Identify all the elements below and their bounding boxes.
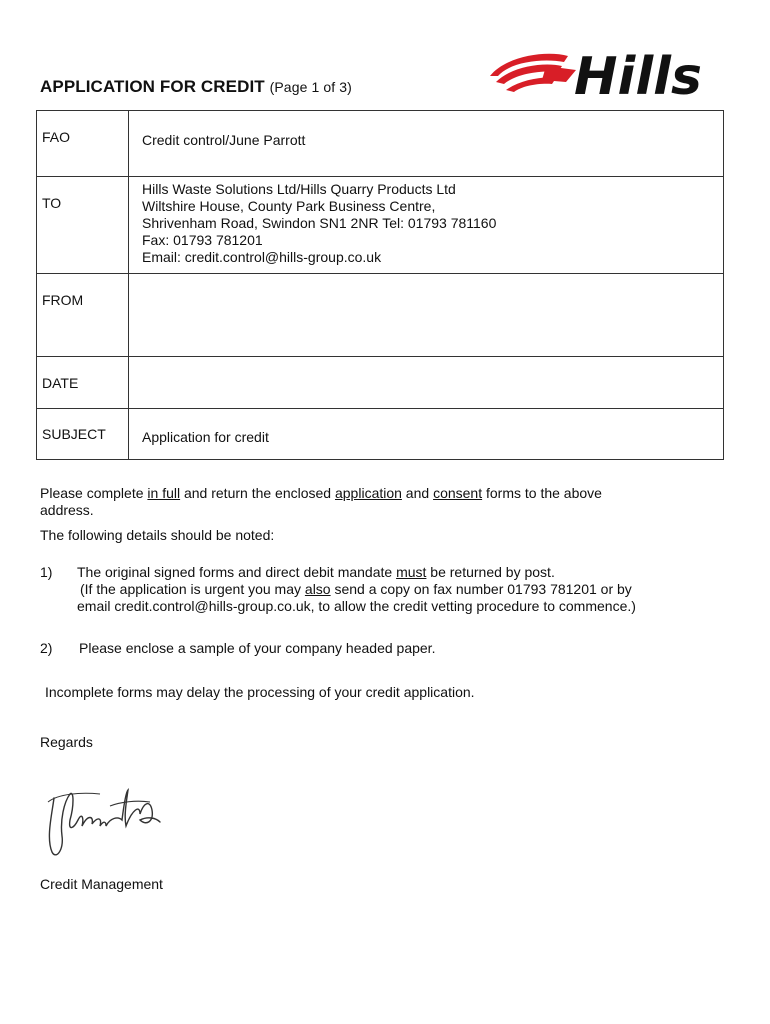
item-1-sub-1 [80,581,632,598]
subject-value: Application for credit [142,429,269,445]
to-line: Wiltshire House, County Park Business Centre, [142,198,436,214]
from-row [37,274,724,357]
item-2-text: Please enclose a sample of your company headed paper. [79,640,436,656]
to-address [142,181,723,266]
swoosh-icon [490,54,576,92]
to-label: TO [42,195,62,211]
signoff-text: Credit Management [40,876,163,892]
item-1-number: 1) [40,564,53,580]
from-label: FROM [42,292,84,308]
item-text: The original signed forms and direct debit mandate [77,564,397,580]
signature-image [40,780,185,862]
date-label: DATE [42,375,79,391]
subject-label: SUBJECT [42,426,106,442]
intro-text: and [401,485,434,501]
item-1-sub-2: email credit.control@hills-group.co.uk, to allow the credit vetting procedure to commence.) [77,598,636,614]
hills-logo [486,46,736,102]
incomplete-warning: Incomplete forms may delay the processing of your credit application. [45,684,475,700]
item-text: be returned by post. [426,564,555,580]
header-fields-table [36,110,724,460]
intro-emphasis: application [334,485,402,501]
intro-text: and return the enclosed [180,485,335,501]
page-info: (Page 1 of 3) [269,79,352,95]
item-text: (If the application is urgent you may [80,581,305,597]
date-row [37,357,724,409]
fao-row [37,111,724,177]
intro-text: forms to the above [482,485,602,501]
to-line: Shrivenham Road, Swindon SN1 2NR Tel: 01793 781160 [142,215,497,231]
item-2-number: 2) [40,640,53,656]
to-line: Fax: 01793 781201 [142,232,263,248]
title-text: APPLICATION FOR CREDIT [40,77,265,96]
fao-label: FAO [42,129,71,145]
page-title [40,77,352,97]
to-email: Email: credit.control@hills-group.co.uk [142,249,382,265]
item-text: send a copy on fax number 01793 781201 or by [330,581,632,597]
logo-wordmark: Hills [574,47,702,102]
regards-text: Regards [40,734,93,750]
intro-paragraph [40,485,720,519]
to-line: Hills Waste Solutions Ltd/Hills Quarry Products Ltd [142,181,456,197]
notes-intro: The following details should be noted: [40,527,275,543]
item-emphasis: also [304,581,331,597]
date-field[interactable] [129,357,724,409]
intro-emphasis: in full [147,485,181,501]
fao-value: Credit control/June Parrott [142,132,306,148]
subject-row [37,409,724,460]
intro-text: Please complete [40,485,148,501]
intro-text: address. [40,502,94,518]
item-1-text [77,564,555,581]
intro-emphasis: consent [433,485,483,501]
item-emphasis: must [396,564,427,580]
to-row [37,177,724,274]
from-field[interactable] [129,274,724,357]
